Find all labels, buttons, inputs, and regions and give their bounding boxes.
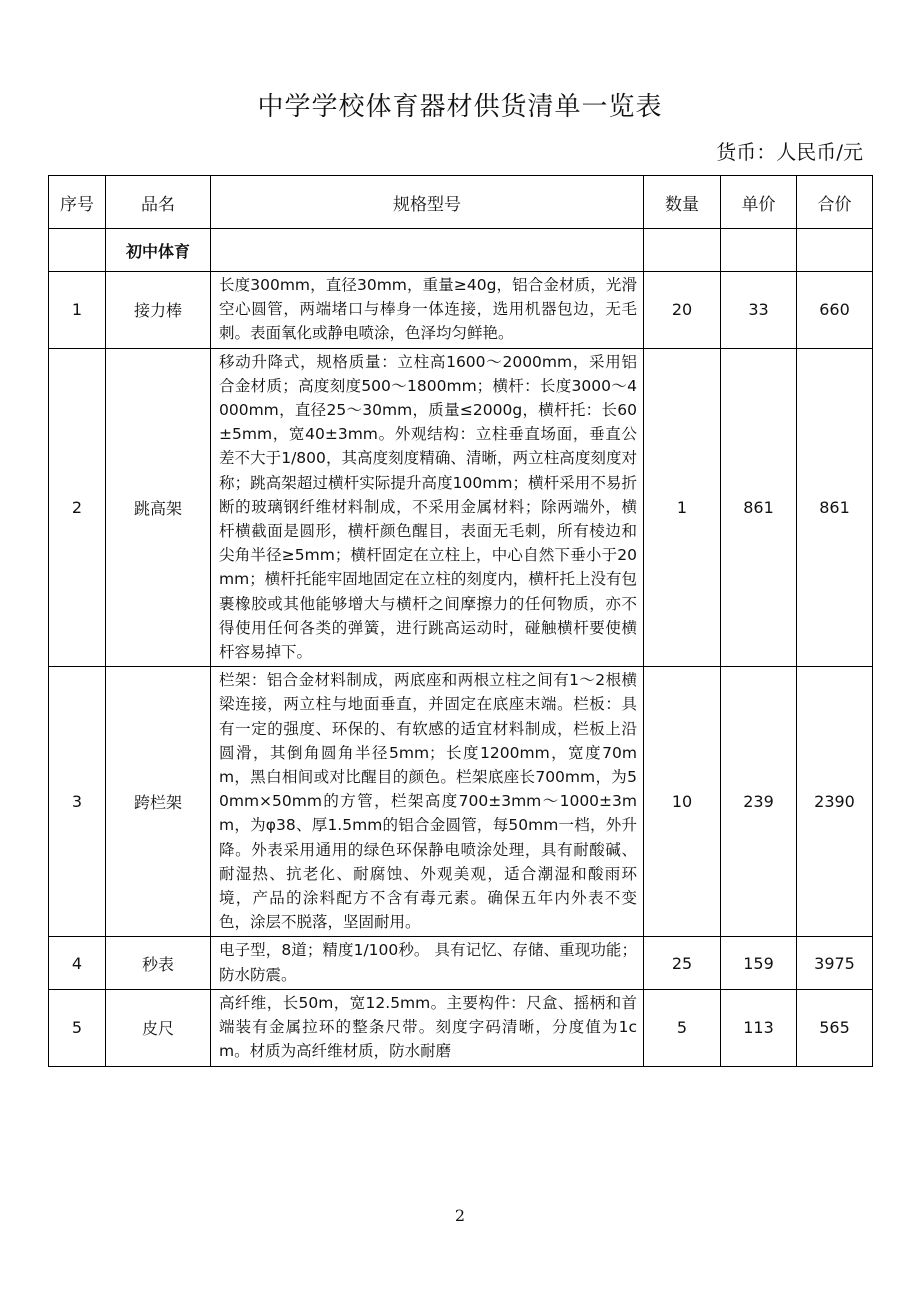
header-total: 合价 [797,176,873,229]
row-total: 861 [797,348,873,667]
table-row [49,937,873,989]
section-row [49,229,873,272]
header-unit-price: 单价 [721,176,797,229]
header-qty: 数量 [644,176,721,229]
row-no: 5 [49,989,106,1066]
row-name: 接力棒 [106,272,211,349]
row-spec: 高纤维，长50m，宽12.5mm。主要构件：尺盒、摇柄和首端装有金属拉环的整条尺带。刻度字码清晰，分度值为1cm。材质为高纤维材质，防水耐磨 [211,989,644,1066]
row-spec: 栏架：铝合金材料制成，两底座和两根立柱之间有1～2根横梁连接，两立柱与地面垂直，并固定在底座末端。栏板：具有一定的强度、环保的、有软感的适宜材料制成，栏板上沿圆滑，其倒角圆角半径5mm；长度1200mm，宽度70mm，黑白相间或对比醒目的颜色。栏架底座长700mm，为50mm×50mm的方管，栏架高度700±3mm～1000±3mm，为φ38、厚1.5mm的铝合金圆管，每50mm一档，外升降。外表采用通用的绿色环保静电喷涂处理，具有耐酸碱、耐湿热、抗老化、耐腐蚀、外观美观，适合潮湿和酸雨环境，产品的涂料配方不含有毒元素。确保五年内外表不变色，涂层不脱落，坚固耐用。 [211,667,644,937]
row-no: 3 [49,667,106,937]
row-spec: 移动升降式，规格质量：立柱高1600～2000mm，采用铝合金材质；高度刻度500～1800mm；横杆：长度3000～4000mm，直径25～30mm，质量≤2000g，横杆托：长60±5mm，宽40±3mm。外观结构：立柱垂直场面，垂直公差不大于1/800，其高度刻度精确、清晰，两立柱高度刻度对称；跳高架超过横杆实际提升高度100mm；横杆采用不易折断的玻璃钢纤维材料制成，不采用金属材料；除两端外，横杆横截面是圆形，横杆颜色醒目，表面无毛刺，所有棱边和尖角半径≥5mm；横杆固定在立柱上，中心自然下垂小于20mm；横杆托能牢固地固定在立柱的刻度内，横杆托上没有包裹橡胶或其他能够增大与横杆之间摩擦力的任何物质，亦不得使用任何各类的弹簧，进行跳高运动时，碰触横杆要使横杆容易掉下。 [211,348,644,667]
row-unit-price: 159 [721,937,797,989]
row-qty: 1 [644,348,721,667]
section-empty-cell [721,229,797,272]
row-spec: 电子型，8道；精度1/100秒。 具有记忆、存储、重现功能；防水防震。 [211,937,644,989]
row-total: 2390 [797,667,873,937]
section-empty-cell [211,229,644,272]
table-row [49,348,873,667]
row-qty: 5 [644,989,721,1066]
table-header-row [49,176,873,229]
row-no: 4 [49,937,106,989]
row-name: 跨栏架 [106,667,211,937]
row-unit-price: 113 [721,989,797,1066]
header-spec: 规格型号 [211,176,644,229]
header-no: 序号 [49,176,106,229]
section-empty-cell [644,229,721,272]
currency-note: 货币：人民币/元 [716,140,863,164]
table-row [49,989,873,1066]
section-empty-cell [49,229,106,272]
row-spec: 长度300mm，直径30mm，重量≥40g，铝合金材质，光滑空心圆管，两端堵口与棒身一体连接，选用机器包边，无毛刺。表面氧化或静电喷涂，色泽均匀鲜艳。 [211,272,644,349]
table-row [49,272,873,349]
section-label: 初中体育 [106,229,211,272]
row-total: 660 [797,272,873,349]
row-name: 跳高架 [106,348,211,667]
document-title: 中学学校体育器材供货清单一览表 [257,92,663,122]
row-qty: 25 [644,937,721,989]
row-no: 2 [49,348,106,667]
row-unit-price: 239 [721,667,797,937]
row-qty: 20 [644,272,721,349]
header-name: 品名 [106,176,211,229]
row-unit-price: 33 [721,272,797,349]
row-qty: 10 [644,667,721,937]
row-total: 565 [797,989,873,1066]
page-number: 2 [454,1206,466,1225]
row-name: 秒表 [106,937,211,989]
row-no: 1 [49,272,106,349]
table-row [49,667,873,937]
equipment-table [48,175,873,1067]
row-name: 皮尺 [106,989,211,1066]
row-unit-price: 861 [721,348,797,667]
section-empty-cell [797,229,873,272]
row-total: 3975 [797,937,873,989]
